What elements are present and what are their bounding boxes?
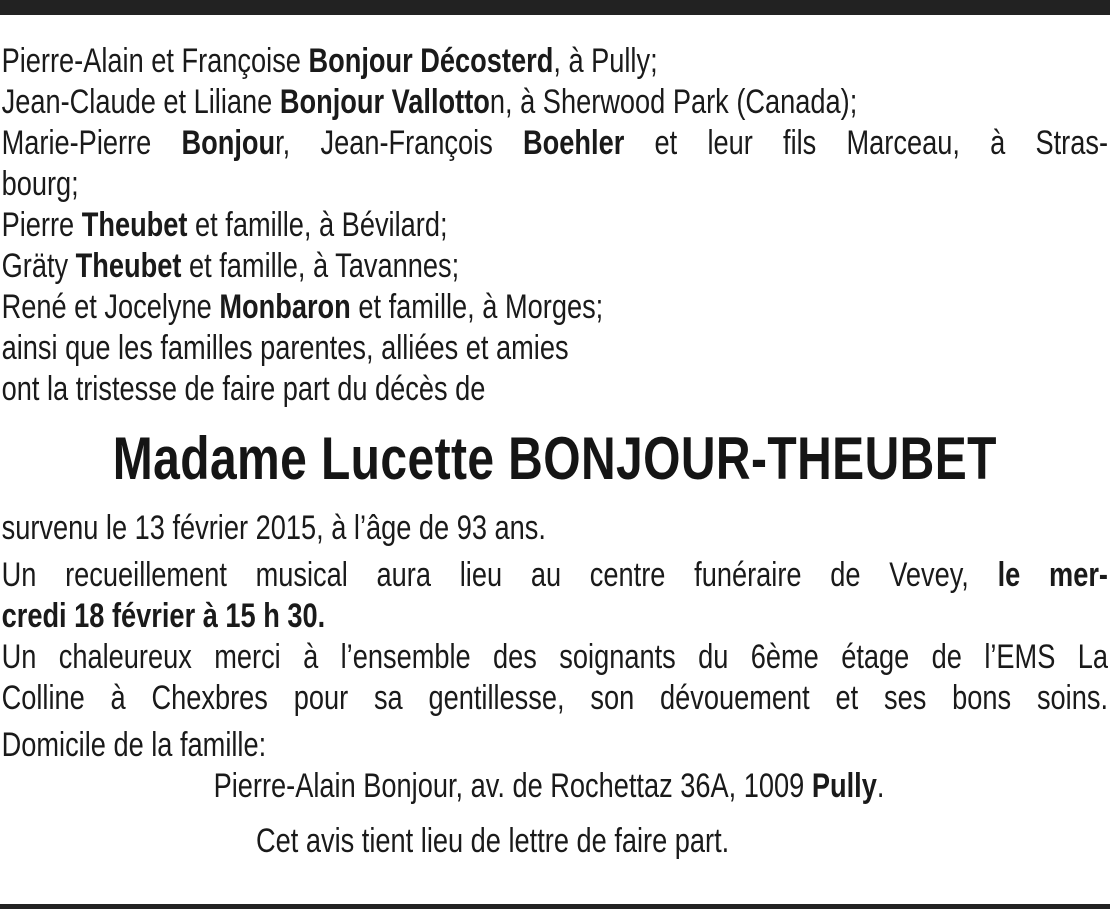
family-line: bourg; xyxy=(1,165,79,203)
family-line: René et Jocelyne Monbaron et famille, à Morges; xyxy=(1,288,604,326)
family-surname: Theubet xyxy=(81,206,188,244)
family-line: Jean-Claude et Liliane Bonjour Vallotton, à Sherwood Park (Canada); xyxy=(1,83,858,121)
family-line: Pierre-Alain et Françoise Bonjour Décosterd, à Pully; xyxy=(1,42,658,80)
family-surname: Bonjour Décosterd xyxy=(308,42,554,80)
domicile-label: Domicile de la famille: xyxy=(1,726,267,764)
ceremony-date: credi 18 février à 15 h 30. xyxy=(1,597,326,635)
ceremony-line xyxy=(2,596,1108,637)
family-surname: Monbaron xyxy=(219,288,351,326)
domicile-city: Pully xyxy=(811,767,877,805)
thanks-line: Un chaleureux merci à l’ensemble des soignants du 6ème étage de l’EMS La xyxy=(1,638,1109,676)
family-surname: Theubet xyxy=(75,247,182,285)
ceremony-line: Un recueillement musical aura lieu au centre funéraire de Vevey, le mer- xyxy=(1,556,1108,594)
family-surname: Bonjour Vallotto xyxy=(279,83,490,121)
family-line: Marie-Pierre Bonjour, Jean-François Boehler et leur fils Marceau, à Stras- xyxy=(1,124,1108,162)
bottom-rule xyxy=(0,904,1110,909)
obituary-notice xyxy=(0,41,1109,862)
family-line: ainsi que les familles parentes, alliées et amies xyxy=(1,329,569,367)
family-line: Gräty Theubet et famille, à Tavannes; xyxy=(1,247,460,285)
death-info: survenu le 13 février 2015, à l’âge de 93 ans. xyxy=(1,509,546,547)
deceased-name-heading: Madame Lucette BONJOUR-THEUBET xyxy=(112,425,997,492)
thanks-line: Colline à Chexbres pour sa gentillesse, son dévouement et ses bons soins. xyxy=(1,679,1109,717)
top-rule xyxy=(0,0,1110,15)
closing-note: Cet avis tient lieu de lettre de faire part. xyxy=(256,822,730,860)
ceremony-date: le mer- xyxy=(997,556,1108,594)
domicile-address: Pierre-Alain Bonjour, av. de Rochettaz 36A, 1009 Pully. xyxy=(213,767,885,805)
announcement-line: ont la tristesse de faire part du décès de xyxy=(1,370,486,408)
family-line: Pierre Theubet et famille, à Bévilard; xyxy=(1,206,448,244)
family-surname: Bonjou xyxy=(181,124,276,162)
family-surname: Boehler xyxy=(523,124,625,162)
